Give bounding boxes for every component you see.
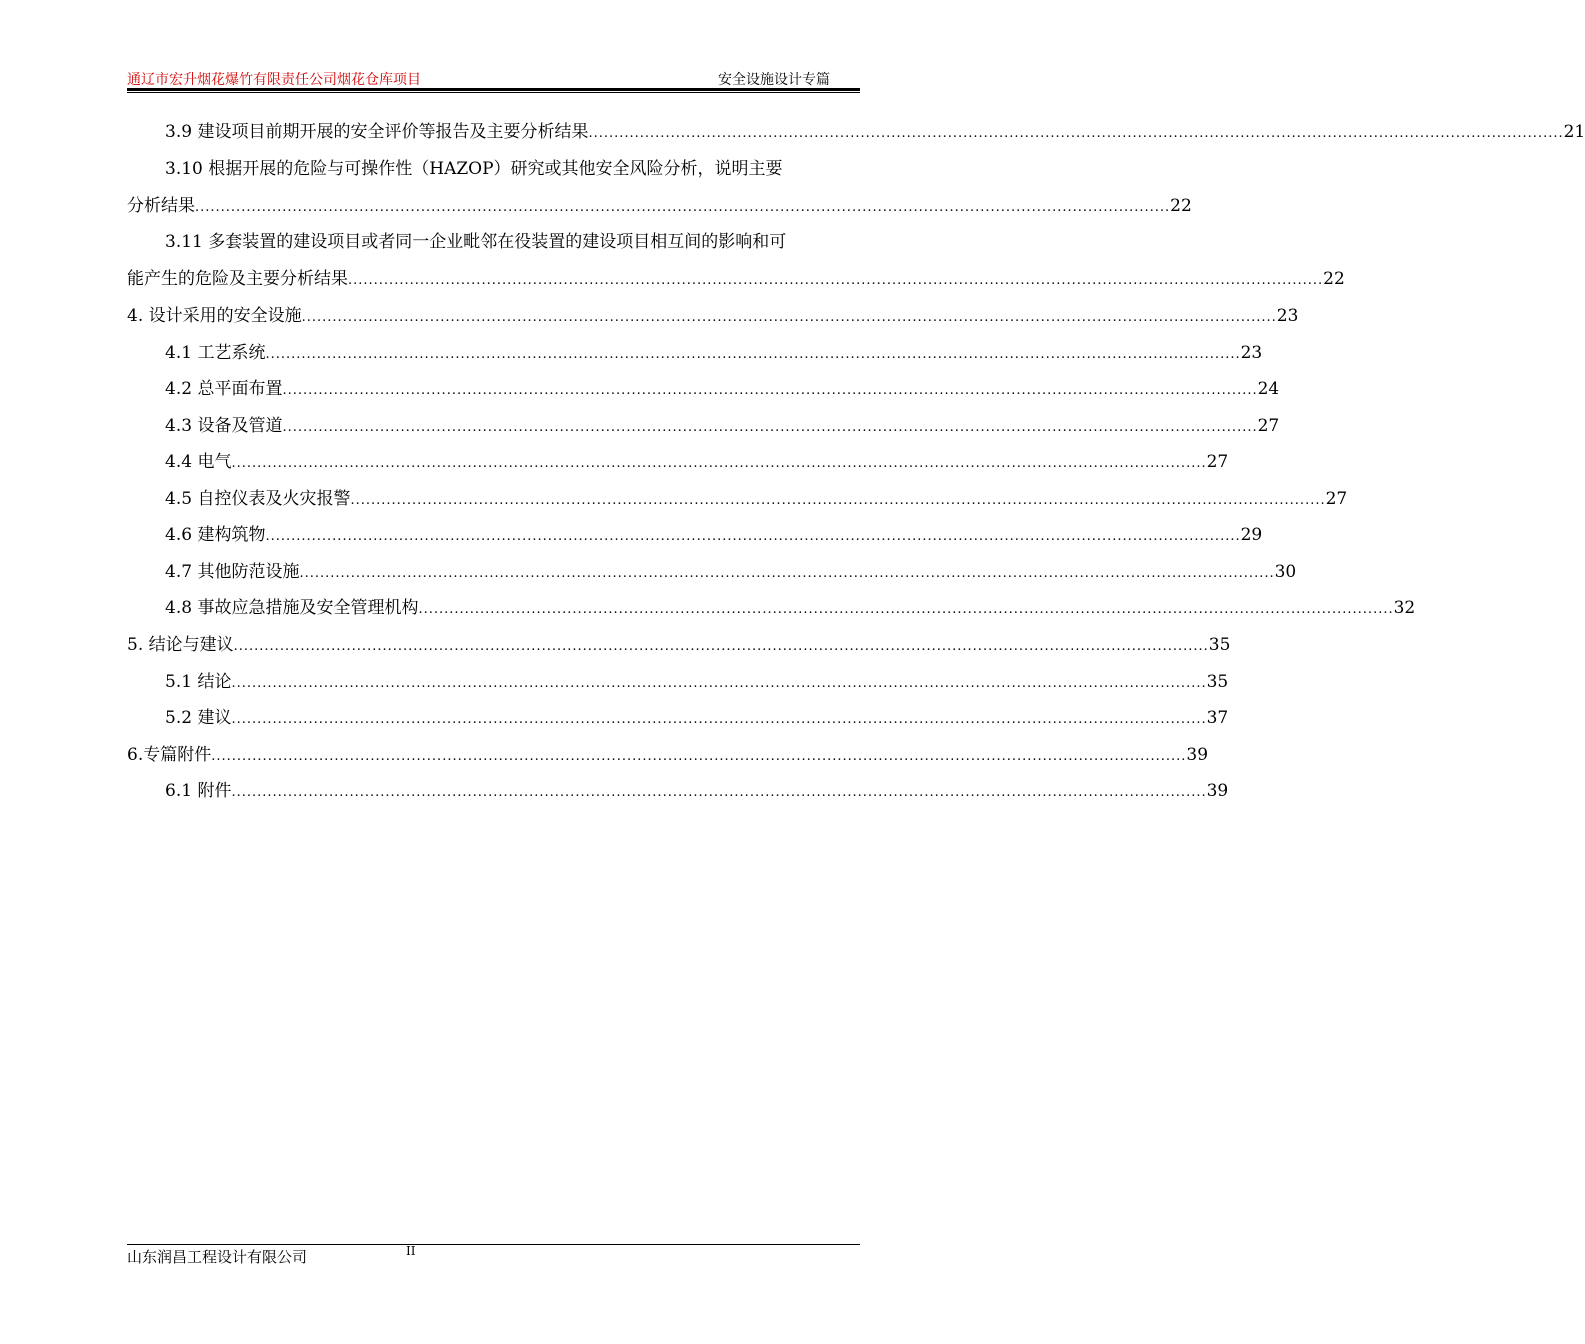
toc-entry-3-10[interactable] (127, 194, 1192, 218)
toc-entry-page: 23 (1240, 343, 1263, 363)
toc-leader-dots: .............................................................................................................................................................................................. (231, 456, 1207, 471)
toc-entry-title: 6.专篇附件 (127, 745, 212, 765)
toc-entry-4-6[interactable] (165, 523, 1263, 547)
toc-entry-4-5[interactable] (165, 487, 1348, 511)
toc-entry-page: 29 (1240, 525, 1263, 545)
toc-leader-dots: .............................................................................................................................................................................................. (231, 785, 1207, 800)
toc-entry-5[interactable] (127, 633, 1231, 657)
toc-entry-page: 27 (1206, 452, 1229, 472)
toc-entry-4-4[interactable] (165, 450, 1229, 474)
toc-leader-dots: .............................................................................................................................................................................................. (282, 383, 1258, 398)
toc-leader-dots: .............................................................................................................................................................................................. (231, 712, 1207, 727)
toc-entry-title: 4.1 工艺系统 (165, 343, 266, 363)
toc-entry-page: 23 (1276, 306, 1299, 326)
toc-entry-page: 27 (1257, 416, 1280, 436)
toc-entry-3-11[interactable] (127, 267, 1345, 291)
toc-leader-dots: .............................................................................................................................................................................................. (301, 310, 1277, 325)
toc-entry-page: 32 (1393, 598, 1416, 618)
toc-entry-title: 4. 设计采用的安全设施 (127, 306, 302, 326)
toc-entry-page: 21 (1563, 122, 1585, 142)
toc-leader-dots: .............................................................................................................................................................................................. (282, 420, 1258, 435)
toc-leader-dots: .............................................................................................................................................................................................. (418, 602, 1394, 617)
footer-page-number: II (406, 1244, 416, 1258)
toc-entry-5-2[interactable] (165, 706, 1229, 730)
toc-entry-title: 能产生的危险及主要分析结果 (127, 269, 348, 289)
toc-entry-4[interactable] (127, 304, 1299, 328)
toc-entry-page: 39 (1206, 781, 1229, 801)
toc-entry-6-1[interactable] (165, 779, 1229, 803)
toc-entry-title: 5.1 结论 (165, 672, 232, 692)
toc-leader-dots: .............................................................................................................................................................................................. (348, 273, 1324, 288)
toc-leader-dots: .............................................................................................................................................................................................. (588, 126, 1564, 141)
footer-company: 山东润昌工程设计有限公司 (127, 1248, 308, 1266)
toc-entry-title: 4.6 建构筑物 (165, 525, 266, 545)
toc-entry-6[interactable] (127, 743, 1209, 767)
toc-leader-dots: .............................................................................................................................................................................................. (265, 529, 1241, 544)
toc-entry-4-2[interactable] (165, 377, 1280, 401)
toc-entry-3-9[interactable] (165, 120, 1585, 144)
toc-entry-title: 5. 结论与建议 (127, 635, 234, 655)
toc-leader-dots: .............................................................................................................................................................................................. (211, 749, 1187, 764)
toc-entry-title: 4.3 设备及管道 (165, 416, 283, 436)
header-document-title: 安全设施设计专篇 (718, 72, 830, 88)
header-project-title: 通辽市宏升烟花爆竹有限责任公司烟花仓库项目 (127, 72, 421, 88)
toc-entry-title: 4.8 事故应急措施及安全管理机构 (165, 598, 419, 618)
toc-leader-dots: .............................................................................................................................................................................................. (231, 676, 1207, 691)
toc-entry-title: 4.2 总平面布置 (165, 379, 283, 399)
toc-entry-3-10-line1[interactable]: 3.10 根据开展的危险与可操作性（HAZOP）研究或其他安全风险分析，说明主要 (165, 159, 783, 179)
toc-leader-dots: .............................................................................................................................................................................................. (233, 639, 1209, 654)
page-header (127, 66, 860, 90)
toc-entry-page: 37 (1206, 708, 1229, 728)
toc-leader-dots: .............................................................................................................................................................................................. (265, 347, 1241, 362)
toc-entry-title: 5.2 建议 (165, 708, 232, 728)
toc-entry-page: 39 (1186, 745, 1209, 765)
toc-entry-title: 4.7 其他防范设施 (165, 562, 300, 582)
toc-entry-4-8[interactable] (165, 596, 1416, 620)
toc-entry-title: 6.1 附件 (165, 781, 232, 801)
toc-entry-title: 4.5 自控仪表及火灾报警 (165, 489, 351, 509)
toc-entry-page: 35 (1208, 635, 1231, 655)
header-rule (127, 88, 860, 93)
toc-entry-page: 22 (1323, 269, 1345, 289)
toc-entry-page: 35 (1206, 672, 1229, 692)
toc-leader-dots: .............................................................................................................................................................................................. (350, 493, 1326, 508)
toc-entry-4-3[interactable] (165, 414, 1280, 438)
toc-entry-page: 22 (1170, 196, 1192, 216)
toc-entry-4-7[interactable] (165, 560, 1297, 584)
toc-entry-title: 4.4 电气 (165, 452, 232, 472)
toc-entry-title: 分析结果 (127, 196, 195, 216)
toc-entry-5-1[interactable] (165, 670, 1229, 694)
toc-entry-4-1[interactable] (165, 341, 1263, 365)
toc-entry-page: 30 (1274, 562, 1297, 582)
toc-leader-dots: .............................................................................................................................................................................................. (299, 566, 1275, 581)
toc-entry-title: 3.9 建设项目前期开展的安全评价等报告及主要分析结果 (165, 122, 589, 142)
toc-leader-dots: .............................................................................................................................................................................................. (195, 200, 1171, 215)
toc-entry-3-11-line1[interactable]: 3.11 多套装置的建设项目或者同一企业毗邻在役装置的建设项目相互间的影响和可 (165, 232, 787, 252)
toc-entry-page: 27 (1325, 489, 1348, 509)
footer-rule (127, 1244, 860, 1245)
toc-entry-page: 24 (1257, 379, 1280, 399)
